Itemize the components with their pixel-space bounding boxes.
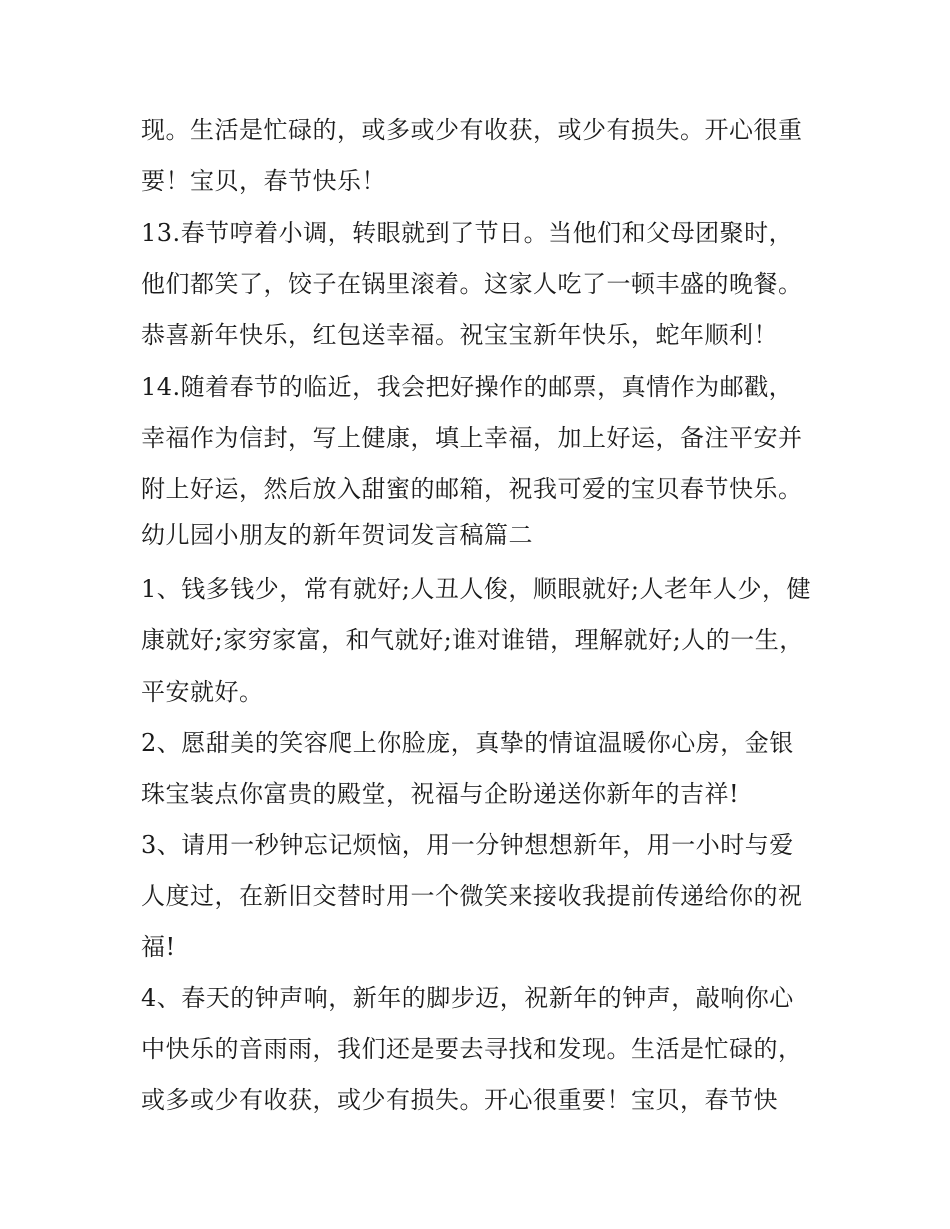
text-line: 附上好运，然后放入甜蜜的邮箱，祝我可爱的宝贝春节快乐。	[141, 475, 803, 503]
text-line: 福!	[141, 933, 176, 961]
section-heading: 幼儿园小朋友的新年贺词发言稿篇二	[141, 521, 533, 549]
text-line: 人度过，在新旧交替时用一个微笑来接收我提前传递给你的祝	[141, 882, 803, 910]
text-line: 或多或少有收获，或少有损失。开心很重要！宝贝，春节快	[141, 1086, 778, 1114]
text-line: 13.春节哼着小调，转眼就到了节日。当他们和父母团聚时，	[141, 219, 794, 247]
text-line: 现。生活是忙碌的，或多或少有收获，或少有损失。开心很重	[141, 116, 803, 144]
text-line: 3、请用一秒钟忘记烦恼，用一分钟想想新年，用一小时与爱	[141, 831, 794, 859]
text-line: 14.随着春节的临近，我会把好操作的邮票，真情作为邮戳，	[141, 373, 794, 401]
text-line: 他们都笑了，饺子在锅里滚着。这家人吃了一顿丰盛的晚餐。	[141, 270, 803, 298]
text-line: 康就好;家穷家富，和气就好;谁对谁错，理解就好;人的一生，	[141, 626, 804, 654]
text-line: 要！宝贝，春节快乐！	[141, 167, 386, 195]
text-line: 4、春天的钟声响，新年的脚步迈，祝新年的钟声，敲响你心	[141, 984, 794, 1012]
text-line: 恭喜新年快乐，红包送幸福。祝宝宝新年快乐，蛇年顺利！	[141, 321, 778, 349]
text-line: 中快乐的音雨雨，我们还是要去寻找和发现。生活是忙碌的，	[141, 1035, 803, 1063]
text-line: 幸福作为信封，写上健康，填上幸福，加上好运，备注平安并	[141, 424, 803, 452]
text-line: 珠宝装点你富贵的殿堂，祝福与企盼递送你新年的吉祥!	[141, 780, 740, 808]
text-line: 平安就好。	[141, 678, 264, 706]
text-line: 1、钱多钱少，常有就好;人丑人俊，顺眼就好;人老年人少，健	[141, 575, 811, 603]
text-line: 2、愿甜美的笑容爬上你脸庞，真挚的情谊温暖你心房，金银	[141, 729, 794, 757]
